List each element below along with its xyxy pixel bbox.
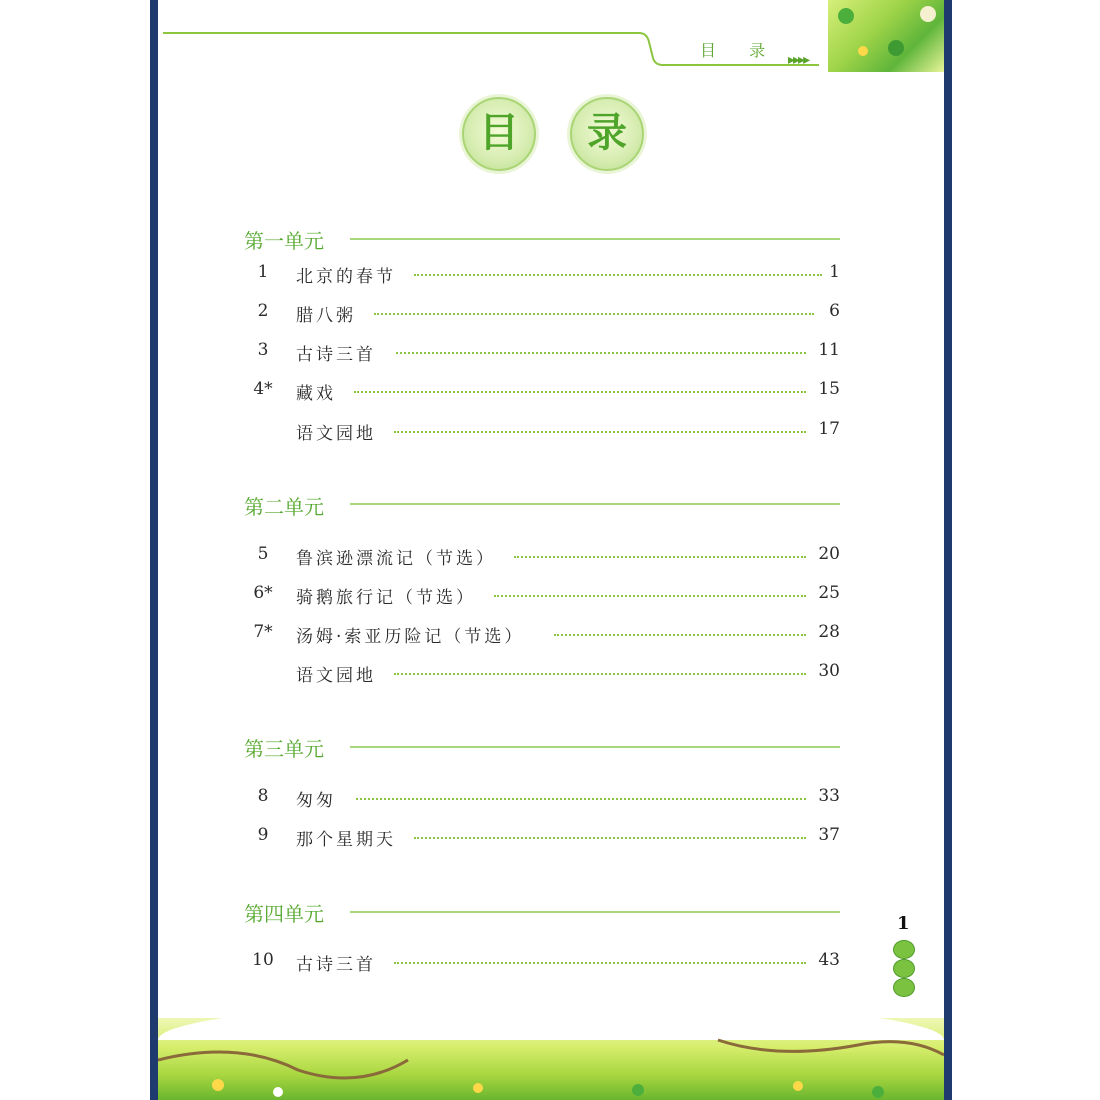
entry-number: 1 <box>257 262 269 282</box>
toc-entry[interactable] <box>240 419 840 445</box>
entry-number: 9 <box>257 825 269 845</box>
unit-rule <box>350 503 840 505</box>
unit-rule <box>350 238 840 240</box>
entry-number: 10 <box>252 950 274 970</box>
unit-heading <box>244 897 324 927</box>
entry-title: 匆匆 <box>296 791 336 811</box>
entry-page: 30 <box>818 661 840 681</box>
flower-icon <box>858 46 868 56</box>
dot-leader <box>414 837 806 839</box>
entry-number: 7* <box>253 622 273 642</box>
entry-page: 11 <box>818 340 840 360</box>
dot-leader <box>396 352 806 354</box>
entry-page: 20 <box>818 544 840 564</box>
entry-title: 语文园地 <box>296 424 376 444</box>
unit-title: 第二单元 <box>244 494 324 519</box>
dot-leader <box>356 798 806 800</box>
entry-number: 8 <box>257 786 269 806</box>
entry-title: 语文园地 <box>296 666 376 686</box>
entry-page: 17 <box>818 419 840 439</box>
dot-leader <box>394 431 806 433</box>
entry-title: 汤姆·索亚历险记（节选） <box>296 627 525 647</box>
page-title <box>0 97 1100 167</box>
bunny-icon <box>920 6 936 22</box>
page-deco-icon <box>891 940 915 996</box>
entry-number: 5 <box>257 544 269 564</box>
unit-heading <box>244 490 324 520</box>
toc-entry[interactable] <box>240 340 840 366</box>
header-illustration <box>828 0 944 72</box>
entry-title: 那个星期天 <box>296 830 396 850</box>
footer-branches-icon <box>158 1000 944 1100</box>
dot-leader <box>394 673 806 675</box>
entry-page: 43 <box>818 950 840 970</box>
entry-page: 6 <box>829 301 840 321</box>
unit-heading <box>244 732 324 762</box>
entry-page: 28 <box>818 622 840 642</box>
dot-leader <box>374 313 814 315</box>
toc-entry[interactable] <box>240 379 840 405</box>
toc-entry[interactable] <box>240 583 840 609</box>
title-char-circle: 录 <box>570 97 644 171</box>
toc-entry[interactable] <box>240 544 840 570</box>
dot-leader <box>414 274 822 276</box>
clover-icon <box>838 8 854 24</box>
toc-entry[interactable] <box>240 301 840 327</box>
entry-title: 腊八粥 <box>296 306 356 326</box>
entry-page: 33 <box>818 786 840 806</box>
unit-title: 第三单元 <box>244 736 324 761</box>
entry-title: 古诗三首 <box>296 345 376 365</box>
entry-title: 藏戏 <box>296 384 336 404</box>
entry-number: 4* <box>253 379 273 399</box>
title-char-circle: 目 <box>462 97 536 171</box>
header-rule <box>163 32 639 34</box>
dot-leader <box>494 595 806 597</box>
toc-entry[interactable] <box>240 825 840 851</box>
page-number: 1 <box>897 913 910 934</box>
toc-entry[interactable] <box>240 622 840 648</box>
entry-page: 15 <box>818 379 840 399</box>
header-arrows-icon: ▸▸▸▸ <box>788 52 809 68</box>
toc-entry[interactable] <box>240 950 840 976</box>
unit-rule <box>350 746 840 748</box>
toc-entry[interactable] <box>240 786 840 812</box>
entry-title: 古诗三首 <box>296 955 376 975</box>
dot-leader <box>394 962 806 964</box>
entry-page: 1 <box>829 262 840 282</box>
unit-heading <box>244 224 324 254</box>
unit-rule <box>350 911 840 913</box>
dot-leader <box>354 391 806 393</box>
toc-entry[interactable] <box>240 661 840 687</box>
dot-leader <box>554 634 806 636</box>
entry-number: 2 <box>257 301 269 321</box>
entry-number: 6* <box>253 583 273 603</box>
dot-leader <box>514 556 806 558</box>
entry-title: 北京的春节 <box>296 267 396 287</box>
unit-title: 第四单元 <box>244 901 324 926</box>
header-label: 目 录 <box>700 41 780 60</box>
entry-number: 3 <box>257 340 269 360</box>
clover-icon <box>888 40 904 56</box>
entry-page: 25 <box>818 583 840 603</box>
unit-title: 第一单元 <box>244 228 324 253</box>
entry-title: 骑鹅旅行记（节选） <box>296 588 476 608</box>
entry-page: 37 <box>818 825 840 845</box>
toc-entry[interactable] <box>240 262 840 288</box>
entry-title: 鲁滨逊漂流记（节选） <box>296 549 496 569</box>
